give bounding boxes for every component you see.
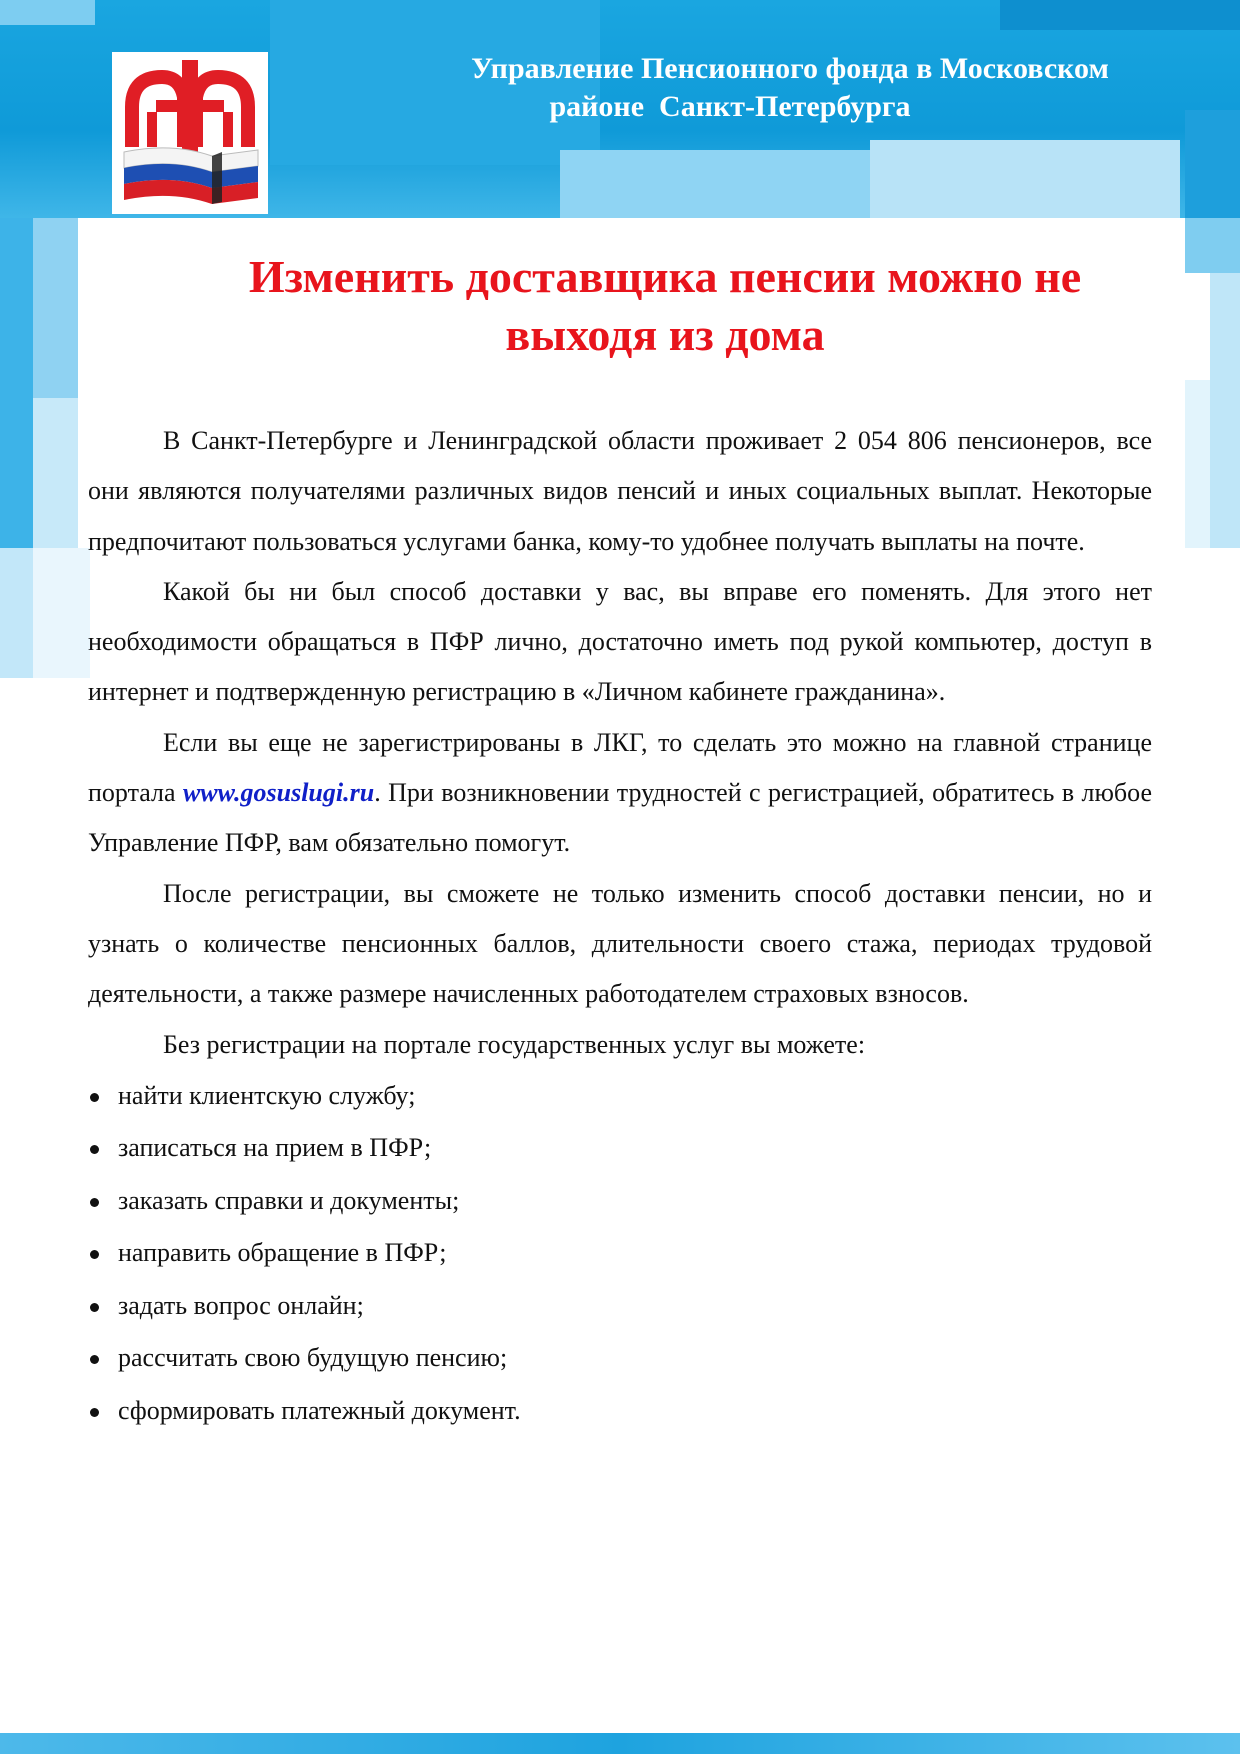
list-item xyxy=(88,1175,1152,1228)
page-title xyxy=(150,248,1180,364)
list-item-text: заказать справки и документы; xyxy=(118,1185,460,1215)
list-item xyxy=(88,1070,1152,1123)
paragraph-3 xyxy=(88,718,1152,869)
list-item xyxy=(88,1332,1152,1385)
list-item xyxy=(88,1280,1152,1333)
paragraph-3-text-b: . При возникновении трудностей с регистрацией, обратитесь в любое Управление ПФР, вам обязательно помогут. xyxy=(88,778,1152,858)
bullet-icon xyxy=(90,1408,99,1417)
organization-title-line1: Управление Пенсионного фонда в Московском xyxy=(471,52,1109,85)
paragraph-2: Какой бы ни был способ доставки у вас, вы вправе его поменять. Для этого нет необходимости обращаться в ПФР лично, достаточно иметь под рукой компьютер, доступ в интернет и подтвержденную регистрацию в «Личном кабинете гражданина». xyxy=(88,576,1152,707)
pfr-emblem-icon xyxy=(112,52,268,214)
bg-tile xyxy=(870,140,1180,218)
list-item xyxy=(88,1227,1152,1280)
bg-tile xyxy=(1185,110,1240,218)
footer-band xyxy=(0,1733,1240,1754)
list-item xyxy=(88,1385,1152,1438)
bg-tile xyxy=(1000,0,1240,30)
list-item-text: задать вопрос онлайн; xyxy=(118,1290,364,1320)
bg-tile xyxy=(0,0,95,25)
services-list xyxy=(88,1070,1152,1438)
list-item-text: сформировать платежный документ. xyxy=(118,1395,521,1425)
organization-title xyxy=(400,50,1180,126)
bullet-icon xyxy=(90,1198,99,1207)
bg-tile xyxy=(33,398,78,548)
page-title-line1: Изменить доставщика пенсии можно не xyxy=(248,251,1082,302)
bg-tile xyxy=(1185,218,1240,273)
article-body xyxy=(88,416,1152,1437)
bullet-icon xyxy=(90,1355,99,1364)
list-item xyxy=(88,1122,1152,1175)
paragraph-3-text-a: Если вы еще не зарегистрированы в ЛКГ, то сделать это можно на главной странице портала xyxy=(88,727,1152,808)
paragraph-4: После регистрации, вы сможете не только изменить способ доставки пенсии, но и узнать о количестве пенсионных баллов, длительности своего стажа, периодах трудовой деятельности, а также размере начисленных работодателем страховых взносов. xyxy=(88,878,1152,1009)
bg-tile xyxy=(0,548,90,678)
bg-tile xyxy=(1185,380,1210,548)
bg-tile xyxy=(1210,273,1240,548)
paragraph-1: В Санкт-Петербурге и Ленинградской области проживает 2 054 806 пенсионеров, все они являются получателями различных видов пенсий и иных социальных выплат. Некоторые предпочитают пользоваться услугами банка, кому-то удобнее получать выплаты на почте. xyxy=(88,426,1152,556)
list-item-text: найти клиентскую службу; xyxy=(118,1080,416,1110)
page-title-line2: выходя из дома xyxy=(505,309,825,360)
paragraph-5: Без регистрации на портале государственных услуг вы можете: xyxy=(163,1029,866,1059)
list-item-text: рассчитать свою будущую пенсию; xyxy=(118,1343,508,1373)
bullet-icon xyxy=(90,1145,99,1154)
bullet-icon xyxy=(90,1250,99,1259)
gosuslugi-link[interactable]: www.gosuslugi.ru xyxy=(182,778,375,808)
bullet-icon xyxy=(90,1093,99,1102)
list-item-text: записаться на прием в ПФР; xyxy=(118,1133,432,1163)
pfr-logo xyxy=(112,52,268,214)
list-item-text: направить обращение в ПФР; xyxy=(118,1238,447,1268)
organization-title-line2: районе Санкт-Петербурга xyxy=(549,90,911,123)
bg-tile xyxy=(560,150,870,218)
bg-tile xyxy=(33,218,78,398)
bullet-icon xyxy=(90,1303,99,1312)
